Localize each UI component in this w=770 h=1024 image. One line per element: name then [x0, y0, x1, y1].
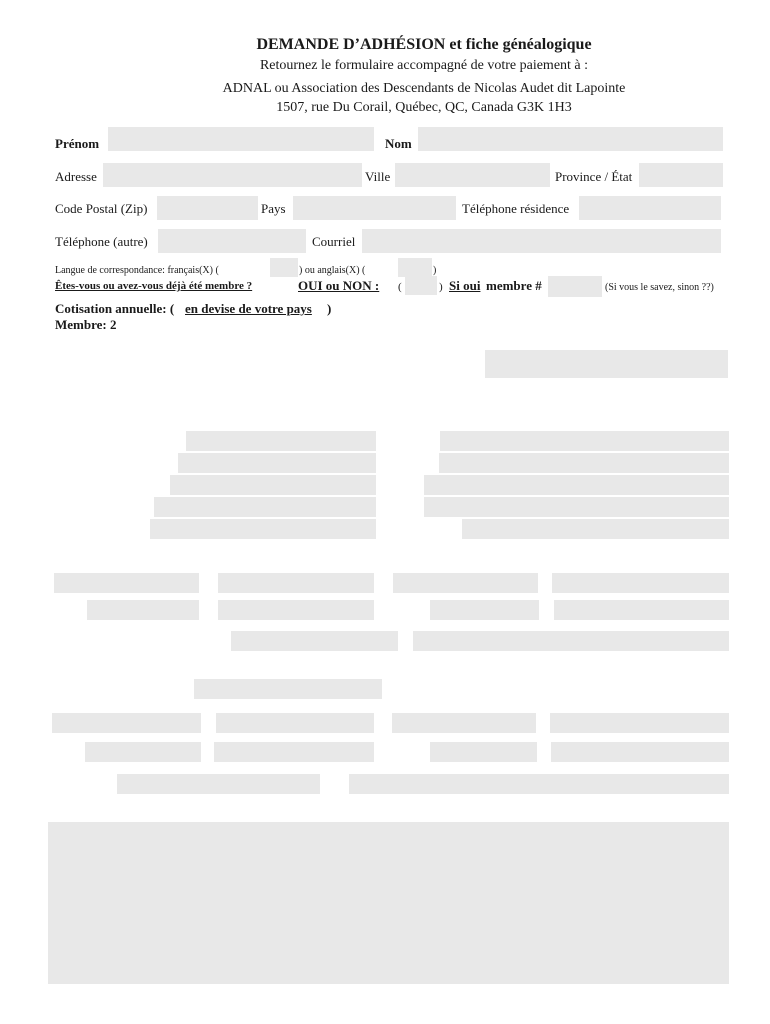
genealogy-field[interactable] [178, 453, 376, 473]
genealogy-field[interactable] [52, 713, 201, 733]
ville-field[interactable] [395, 163, 550, 187]
langue-label: Langue de correspondance: français(X) ( [55, 265, 219, 276]
genealogy-field[interactable] [554, 600, 729, 620]
courriel-field[interactable] [362, 229, 721, 253]
prenom-field[interactable] [108, 127, 374, 151]
genealogy-field[interactable] [462, 519, 729, 539]
membre-number-label: membre # [486, 278, 542, 293]
genealogy-field[interactable] [550, 713, 729, 733]
genealogy-field[interactable] [231, 631, 398, 651]
genealogy-field[interactable] [117, 774, 320, 794]
code-postal-label: Code Postal (Zip) [55, 201, 148, 216]
si-vous-savez-note: (Si vous le savez, sinon ??) [605, 282, 714, 293]
genealogy-field[interactable] [552, 573, 729, 593]
genealogy-field[interactable] [87, 600, 199, 620]
nom-label: Nom [385, 136, 412, 151]
genealogy-field[interactable] [440, 431, 729, 451]
form-subtitle: Retournez le formulaire accompagné de votre paiement à : [259, 58, 589, 73]
prenom-label: Prénom [55, 136, 100, 151]
paren-open-label: ( [398, 281, 402, 293]
form-title: DEMANDE D’ADHÉSION et fiche généalogique [256, 36, 592, 53]
genealogy-field[interactable] [424, 497, 729, 517]
genealogy-field[interactable] [85, 742, 201, 762]
si-oui-label: Si oui [449, 278, 481, 293]
genealogy-field[interactable] [150, 519, 376, 539]
genealogy-field[interactable] [54, 573, 199, 593]
genealogy-field[interactable] [392, 713, 536, 733]
genealogy-field[interactable] [194, 679, 382, 699]
membre-number-field[interactable] [548, 276, 602, 297]
tel-residence-field[interactable] [579, 196, 721, 220]
genealogy-field[interactable] [393, 573, 538, 593]
paren-close-label: ) [439, 281, 443, 293]
tel-autre-field[interactable] [158, 229, 306, 253]
deja-membre-label: Êtes-vous ou avez-vous déjà été membre ? [55, 280, 253, 292]
genealogy-field[interactable] [218, 600, 374, 620]
pays-field[interactable] [293, 196, 456, 220]
genealogy-field[interactable] [413, 631, 729, 651]
province-field[interactable] [639, 163, 723, 187]
nom-field[interactable] [418, 127, 723, 151]
francais-choice-field[interactable] [270, 258, 298, 277]
cotisation-end-label: ) [327, 301, 332, 316]
code-postal-field[interactable] [157, 196, 258, 220]
oui-non-field[interactable] [405, 276, 437, 295]
genealogy-field[interactable] [551, 742, 729, 762]
genealogy-field[interactable] [349, 774, 729, 794]
genealogy-field[interactable] [186, 431, 376, 451]
courriel-label: Courriel [312, 234, 356, 249]
organization-address: 1507, rue Du Corail, Québec, QC, Canada G3K 1H3 [276, 100, 572, 115]
genealogy-field[interactable] [439, 453, 729, 473]
adresse-label: Adresse [55, 169, 97, 184]
cotisation-label: Cotisation annuelle: ( [55, 301, 175, 316]
genealogy-field[interactable] [430, 742, 537, 762]
oui-non-label: OUI ou NON : [298, 278, 380, 293]
genealogy-field[interactable] [485, 350, 728, 378]
tel-residence-label: Téléphone résidence [462, 201, 570, 216]
genealogy-field[interactable] [154, 497, 376, 517]
genealogy-field[interactable] [430, 600, 539, 620]
genealogy-field[interactable] [424, 475, 729, 495]
genealogy-field[interactable] [170, 475, 376, 495]
adresse-field[interactable] [103, 163, 362, 187]
organization-line: ADNAL ou Association des Descendants de Nicolas Audet dit Lapointe [222, 81, 626, 96]
comments-area[interactable] [48, 822, 729, 984]
membre-count-label: Membre: 2 [55, 317, 117, 332]
devise-label: en devise de votre pays [185, 301, 312, 316]
genealogy-field[interactable] [214, 742, 374, 762]
province-label: Province / État [555, 169, 633, 184]
genealogy-field[interactable] [218, 573, 374, 593]
pays-label: Pays [261, 201, 286, 216]
ville-label: Ville [365, 169, 391, 184]
langue-mid-label: ) ou anglais(X) ( [299, 265, 366, 276]
genealogy-field[interactable] [216, 713, 374, 733]
anglais-choice-field[interactable] [398, 258, 432, 277]
langue-end-label: ) [433, 265, 437, 276]
tel-autre-label: Téléphone (autre) [55, 234, 148, 249]
